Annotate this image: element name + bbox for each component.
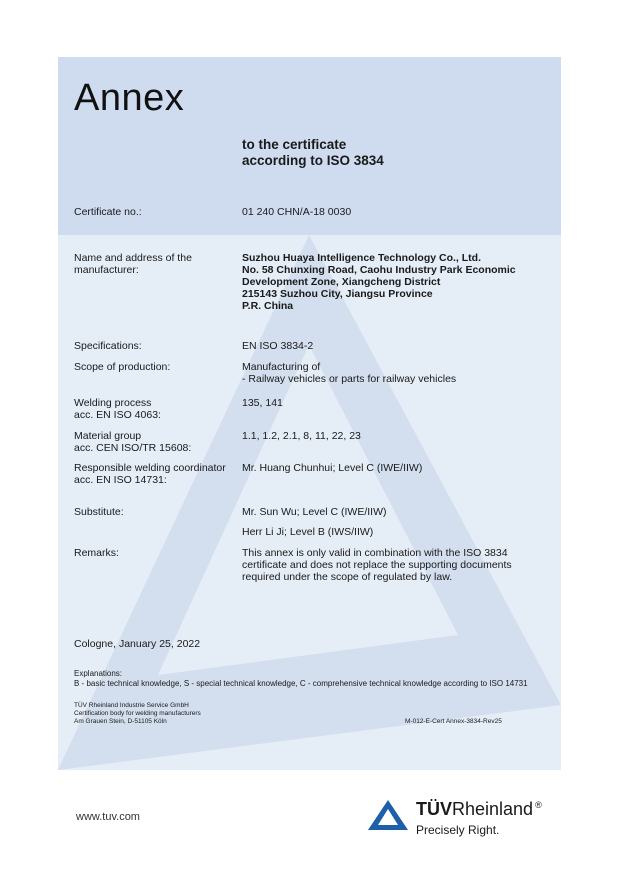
scope-label: Scope of production: (74, 361, 171, 373)
annex-title: Annex (74, 77, 185, 119)
explanations-text: B - basic technical knowledge, S - special technical knowledge, C - comprehensive technical knowledge according to ISO 14731 (74, 679, 528, 688)
issuer-name: TÜV Rheinland Industrie Service GmbH (74, 702, 189, 709)
remarks-label: Remarks: (74, 547, 119, 559)
coordinator-value: Mr. Huang Chunhui; Level C (IWE/IIW) (242, 462, 423, 474)
tuv-triangle-watermark (58, 235, 561, 770)
scope-line-2: - Railway vehicles or parts for railway vehicles (242, 373, 457, 385)
manufacturer-label-line-1: Name and address of the (74, 252, 192, 264)
annex-subtitle (242, 137, 384, 169)
substitute-label: Substitute: (74, 506, 124, 518)
issuer-description: Certification body for welding manufacturers (74, 710, 201, 717)
specifications-label: Specifications: (74, 340, 142, 352)
certificate-annex-panel (58, 57, 561, 770)
remarks-line-2: certificate and does not replace the supporting documents (242, 559, 512, 571)
material-group-label (74, 430, 191, 454)
issuer-address: Am Grauen Stein, D-51105 Köln (74, 718, 167, 725)
substitute-value-1: Mr. Sun Wu; Level C (IWE/IIW) (242, 506, 387, 518)
explanations-label: Explanations: (74, 669, 123, 678)
welding-label-line-1: Welding process (74, 397, 152, 409)
place-and-date: Cologne, January 25, 2022 (74, 638, 201, 650)
manufacturer-address-line: 215143 Suzhou City, Jiangsu Province (242, 288, 433, 300)
coordinator-label (74, 462, 226, 486)
website-link[interactable]: www.tuv.com (76, 811, 140, 823)
material-label-line-1: Material group (74, 430, 142, 442)
coordinator-label-line-2: acc. EN ISO 14731: (74, 474, 167, 486)
remarks-line-3: required under the scope of regulated by law. (242, 571, 453, 583)
logo-brand-bold: TÜV (416, 799, 452, 819)
material-group-value: 1.1, 1.2, 2.1, 8, 11, 22, 23 (242, 430, 361, 442)
welding-label-line-2: acc. EN ISO 4063: (74, 409, 161, 421)
explanations (74, 669, 528, 689)
remarks-text (242, 547, 512, 583)
certificate-no-label: Certificate no.: (74, 206, 142, 218)
subtitle-line-1: to the certificate (242, 137, 347, 152)
document-reference: M-012-E-Cert Annex-3834-Rev25 (405, 718, 502, 725)
issuer-block (74, 702, 201, 726)
logo-brand (416, 799, 542, 820)
welding-process-label (74, 397, 161, 421)
tuv-rheinland-logo (368, 798, 568, 843)
remarks-line-1: This annex is only valid in combination with the ISO 3834 (242, 547, 508, 559)
manufacturer-label-line-2: manufacturer: (74, 264, 139, 276)
scope-value (242, 361, 456, 385)
manufacturer-address-line: Development Zone, Xiangcheng District (242, 276, 441, 288)
subtitle-line-2: according to ISO 3834 (242, 153, 384, 168)
certificate-no-value: 01 240 CHN/A-18 0030 (242, 206, 352, 218)
scope-line-1: Manufacturing of (242, 361, 321, 373)
specifications-value: EN ISO 3834-2 (242, 340, 314, 352)
welding-process-value: 135, 141 (242, 397, 283, 409)
manufacturer-label (74, 252, 192, 276)
substitute-value-2: Herr Li Ji; Level B (IWS/IIW) (242, 526, 374, 538)
manufacturer-name: Suzhou Huaya Intelligence Technology Co., Ltd. (242, 252, 481, 264)
coordinator-label-line-1: Responsible welding coordinator (74, 462, 226, 474)
manufacturer-country: P.R. China (242, 300, 294, 312)
logo-slogan: Precisely Right. (416, 823, 500, 837)
logo-brand-rest: Rheinland (452, 799, 534, 819)
registered-mark: ® (535, 800, 542, 810)
material-label-line-2: acc. CEN ISO/TR 15608: (74, 442, 192, 454)
manufacturer-address-line: No. 58 Chunxing Road, Caohu Industry Park Economic (242, 264, 516, 276)
manufacturer-address (242, 252, 516, 312)
tuv-triangle-icon (368, 800, 408, 830)
